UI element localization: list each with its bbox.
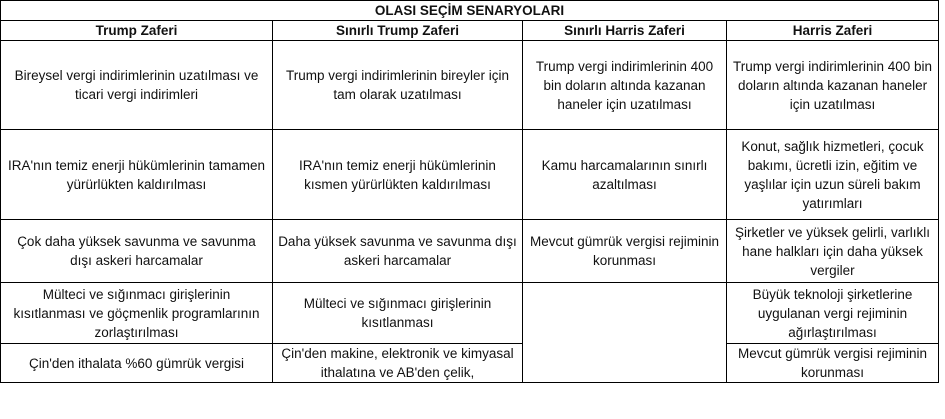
- table-cell: Mülteci ve sığınmacı girişlerinin kısıtlanması: [273, 283, 523, 344]
- table-cell: Mevcut gümrük vergisi rejiminin korunması: [727, 344, 939, 383]
- table-cell: Konut, sağlık hizmetleri, çocuk bakımı, ücretli izin, eğitim ve yaşlılar için uzun süreli bakım yatırımları: [727, 130, 939, 220]
- table-cell: Daha yüksek savunma ve savunma dışı askeri harcamalar: [273, 220, 523, 283]
- column-header-harris-win: Harris Zaferi: [727, 21, 939, 41]
- table-cell: Çin'den ithalata %60 gümrük vergisi: [1, 344, 273, 383]
- table-row: [1, 344, 939, 383]
- table-row: [1, 220, 939, 283]
- table-cell: Mevcut gümrük vergisi rejiminin korunması: [523, 220, 727, 283]
- table-cell: IRA'nın temiz enerji hükümlerinin tamamen yürürlükten kaldırılması: [1, 130, 273, 220]
- table-cell: Trump vergi indirimlerinin 400 bin doların altında kazanan haneler için uzatılması: [523, 41, 727, 130]
- table-cell: Kamu harcamalarının sınırlı azaltılması: [523, 130, 727, 220]
- table-row: [1, 41, 939, 130]
- table-row: [1, 283, 939, 344]
- column-header-limited-harris-win: Sınırlı Harris Zaferi: [523, 21, 727, 41]
- table-cell: Trump vergi indirimlerinin 400 bin doların altında kazanan haneler için uzatılması: [727, 41, 939, 130]
- table-cell: Trump vergi indirimlerinin bireyler için tam olarak uzatılması: [273, 41, 523, 130]
- column-header-trump-win: Trump Zaferi: [1, 21, 273, 41]
- table-cell: Çok daha yüksek savunma ve savunma dışı askeri harcamalar: [1, 220, 273, 283]
- table-cell: Büyük teknoloji şirketlerine uygulanan vergi rejiminin ağırlaştırılması: [727, 283, 939, 344]
- table-cell: IRA'nın temiz enerji hükümlerinin kısmen yürürlükten kaldırılması: [273, 130, 523, 220]
- table-cell: Mülteci ve sığınmacı girişlerinin kısıtlanması ve göçmenlik programlarının zorlaştırılması: [1, 283, 273, 344]
- table-cell-empty: [523, 283, 727, 383]
- table-cell: Bireysel vergi indirimlerinin uzatılması ve ticari vergi indirimleri: [1, 41, 273, 130]
- table-cell: Çin'den makine, elektronik ve kimyasal ithalatına ve AB'den çelik,: [273, 344, 523, 383]
- table-title: OLASI SEÇİM SENARYOLARI: [1, 1, 939, 21]
- table-row: [1, 130, 939, 220]
- column-header-limited-trump-win: Sınırlı Trump Zaferi: [273, 21, 523, 41]
- table-cell: Şirketler ve yüksek gelirli, varlıklı hane halkları için daha yüksek vergiler: [727, 220, 939, 283]
